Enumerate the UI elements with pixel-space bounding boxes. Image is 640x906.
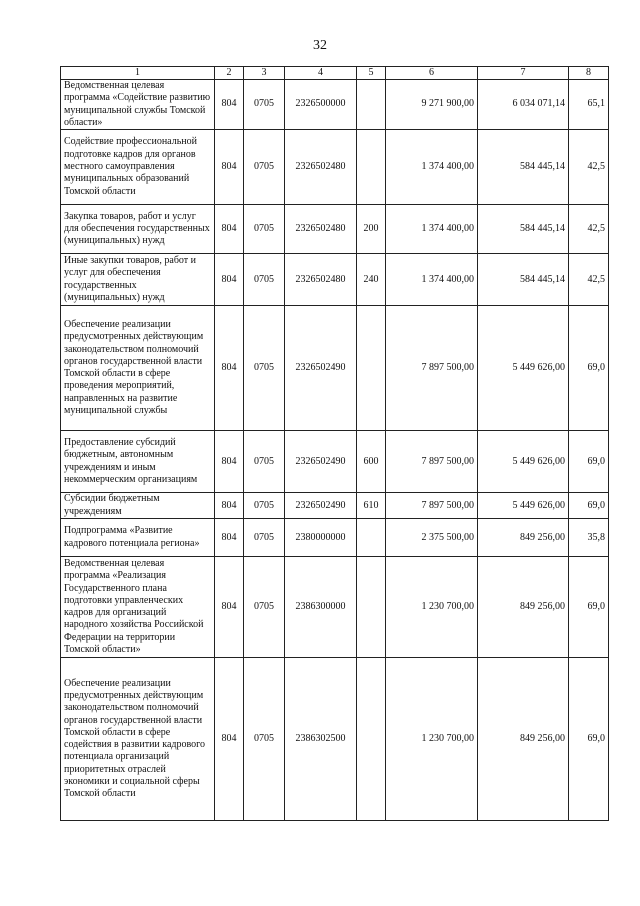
percent-executed: 35,8 <box>569 519 609 557</box>
col-header-6: 6 <box>386 67 478 80</box>
fact-amount: 5 449 626,00 <box>478 493 569 519</box>
fact-amount: 849 256,00 <box>478 519 569 557</box>
percent-executed: 69,0 <box>569 306 609 431</box>
section-code: 0705 <box>244 306 285 431</box>
ved-code: 804 <box>215 658 244 821</box>
plan-amount: 7 897 500,00 <box>386 306 478 431</box>
fact-amount: 584 445,14 <box>478 130 569 205</box>
expense-type-code <box>357 557 386 658</box>
section-code: 0705 <box>244 205 285 254</box>
ved-code: 804 <box>215 254 244 306</box>
expense-type-code <box>357 658 386 821</box>
percent-executed: 69,0 <box>569 557 609 658</box>
ved-code: 804 <box>215 306 244 431</box>
expense-type-code <box>357 306 386 431</box>
ved-code: 804 <box>215 80 244 130</box>
col-header-5: 5 <box>357 67 386 80</box>
col-header-1: 1 <box>61 67 215 80</box>
col-header-8: 8 <box>569 67 609 80</box>
fact-amount: 849 256,00 <box>478 658 569 821</box>
expense-type-code: 200 <box>357 205 386 254</box>
row-name: Ведомственная целевая программа «Содействие развитию муниципальной службы Томской области» <box>61 80 215 130</box>
page-number: 32 <box>313 38 327 53</box>
table-row <box>61 205 609 254</box>
ved-code: 804 <box>215 519 244 557</box>
table-row <box>61 306 609 431</box>
section-code: 0705 <box>244 80 285 130</box>
section-code: 0705 <box>244 254 285 306</box>
section-code: 0705 <box>244 519 285 557</box>
ved-code: 804 <box>215 130 244 205</box>
ved-code: 804 <box>215 431 244 493</box>
row-name: Субсидии бюджетным учреждениям <box>61 493 215 519</box>
table-row <box>61 557 609 658</box>
plan-amount: 7 897 500,00 <box>386 431 478 493</box>
expense-type-code <box>357 130 386 205</box>
percent-executed: 42,5 <box>569 254 609 306</box>
percent-executed: 42,5 <box>569 205 609 254</box>
percent-executed: 42,5 <box>569 130 609 205</box>
fact-amount: 6 034 071,14 <box>478 80 569 130</box>
row-name: Обеспечение реализации предусмотренных действующим законодательством полномочий органов государственной власти Томской области в сфере содействия в развитии кадрового потенциала организаций приоритетных отраслей экономики и социальной сферы Томской области <box>61 658 215 821</box>
col-header-2: 2 <box>215 67 244 80</box>
plan-amount: 1 374 400,00 <box>386 130 478 205</box>
expense-type-code: 610 <box>357 493 386 519</box>
table-row <box>61 80 609 130</box>
plan-amount: 1 230 700,00 <box>386 658 478 821</box>
expense-type-code <box>357 519 386 557</box>
target-article-code: 2326500000 <box>285 80 357 130</box>
section-code: 0705 <box>244 130 285 205</box>
plan-amount: 7 897 500,00 <box>386 493 478 519</box>
fact-amount: 584 445,14 <box>478 254 569 306</box>
col-header-4: 4 <box>285 67 357 80</box>
percent-executed: 69,0 <box>569 493 609 519</box>
plan-amount: 1 230 700,00 <box>386 557 478 658</box>
budget-table <box>60 66 609 821</box>
ved-code: 804 <box>215 493 244 519</box>
table-row <box>61 130 609 205</box>
plan-amount: 2 375 500,00 <box>386 519 478 557</box>
section-code: 0705 <box>244 658 285 821</box>
percent-executed: 69,0 <box>569 431 609 493</box>
row-name: Иные закупки товаров, работ и услуг для обеспечения государственных (муниципальных) нужд <box>61 254 215 306</box>
percent-executed: 65,1 <box>569 80 609 130</box>
section-code: 0705 <box>244 557 285 658</box>
fact-amount: 5 449 626,00 <box>478 431 569 493</box>
fact-amount: 584 445,14 <box>478 205 569 254</box>
section-code: 0705 <box>244 493 285 519</box>
fact-amount: 5 449 626,00 <box>478 306 569 431</box>
fact-amount: 849 256,00 <box>478 557 569 658</box>
ved-code: 804 <box>215 205 244 254</box>
ved-code: 804 <box>215 557 244 658</box>
expense-type-code: 600 <box>357 431 386 493</box>
target-article-code: 2326502490 <box>285 493 357 519</box>
row-name: Содействие профессиональной подготовке кадров для органов местного самоуправления муниципальных образований Томской области <box>61 130 215 205</box>
table-row <box>61 254 609 306</box>
expense-type-code <box>357 80 386 130</box>
target-article-code: 2326502480 <box>285 254 357 306</box>
target-article-code: 2386300000 <box>285 557 357 658</box>
header-row <box>61 67 609 80</box>
expense-type-code: 240 <box>357 254 386 306</box>
percent-executed: 69,0 <box>569 658 609 821</box>
target-article-code: 2326502480 <box>285 205 357 254</box>
col-header-3: 3 <box>244 67 285 80</box>
row-name: Предоставление субсидий бюджетным, автономным учреждениям и иным некоммерческим организациям <box>61 431 215 493</box>
plan-amount: 9 271 900,00 <box>386 80 478 130</box>
target-article-code: 2380000000 <box>285 519 357 557</box>
table-row <box>61 431 609 493</box>
row-name: Обеспечение реализации предусмотренных действующим законодательством полномочий органов государственной власти Томской области в сфере проведения мероприятий, направленных на развитие муниципальной службы <box>61 306 215 431</box>
row-name: Закупка товаров, работ и услуг для обеспечения государственных (муниципальных) нужд <box>61 205 215 254</box>
target-article-code: 2326502490 <box>285 306 357 431</box>
col-header-7: 7 <box>478 67 569 80</box>
table-row <box>61 493 609 519</box>
table-row <box>61 658 609 821</box>
row-name: Ведомственная целевая программа «Реализация Государственного плана подготовки управленческих кадров для организаций народного хозяйства Российской Федерации на территории Томской области» <box>61 557 215 658</box>
row-name: Подпрограмма «Развитие кадрового потенциала региона» <box>61 519 215 557</box>
target-article-code: 2326502480 <box>285 130 357 205</box>
plan-amount: 1 374 400,00 <box>386 254 478 306</box>
target-article-code: 2326502490 <box>285 431 357 493</box>
section-code: 0705 <box>244 431 285 493</box>
table-row <box>61 519 609 557</box>
plan-amount: 1 374 400,00 <box>386 205 478 254</box>
target-article-code: 2386302500 <box>285 658 357 821</box>
